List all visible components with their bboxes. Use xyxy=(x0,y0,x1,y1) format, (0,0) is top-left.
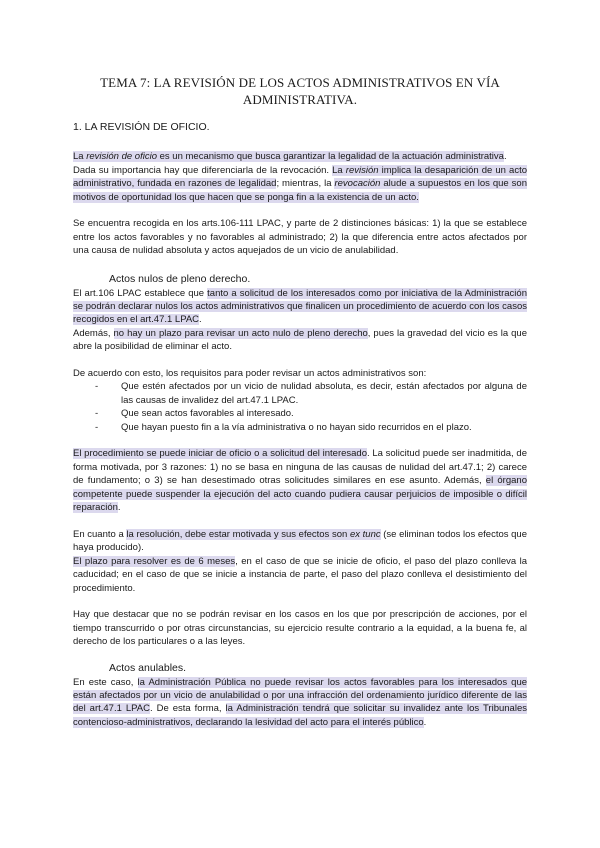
requirements-list xyxy=(73,380,527,434)
highlight: tanto a solicitud de los interesados como por iniciativa de la Administración se podrán declarar nulos los actos administrativos que finalicen un procedimiento de acuerdo con los casos recogidos en el art.47.1 LPAC xyxy=(73,287,527,326)
paragraph-procedimiento: El procedimiento se puede iniciar de oficio o a solicitud del interesado. La solicitud puede ser inadmitida, de forma motivada, por 3 razones: 1) no se basa en ninguna de las causas de nulidad del art.47.1; 2) carece de fundamento; o 3) se han desestimado otras solicitudes similares en ese asunto. Además, el órgano competente puede suspender la ejecución del acto cuando pudiera causar perjuicios de imposible o difícil reparación. xyxy=(73,448,527,514)
paragraph-resolucion: En cuanto a la resolución, debe estar motivada y sus efectos son ex tunc (se eliminan todos los efectos que haya producido). xyxy=(73,528,527,554)
section-heading-revision-oficio: 1. LA REVISIÓN DE OFICIO. xyxy=(73,121,210,133)
list-item: - Que estén afectados por un vicio de nulidad absoluta, es decir, están afectados por alguna de las causas de invalidez del art.47.1 LPAC. xyxy=(121,380,527,407)
highlight: revocación alude a supuestos en los que son motivos de oportunidad los que hacen que se ponga fin a la existencia de un acto. xyxy=(73,178,527,203)
highlight: La revisión de oficio es un mecanismo que busca garantizar la legalidad de la actuación administrativa xyxy=(73,151,504,163)
title-line-1: TEMA 7: LA REVISIÓN DE LOS ACTOS ADMINISTRATIVOS EN VÍA xyxy=(100,75,500,90)
list-item: - Que hayan puesto fin a la vía administrativa o no hayan sido recurridos en el plazo. xyxy=(121,421,527,434)
paragraph-anulables: En este caso, la Administración Pública no puede revisar los actos favorables para los interesados que están afectados por un vicio de anulabilidad o por una infracción del ordenamiento jurídico diferente de las del art.47.1 LPAC. De esta forma, la Administración tendrá que solicitar su invalidez ante los Tribunales contencioso-administrativos, declarando la lesividad del acto para el interés público. xyxy=(73,676,528,728)
subheading-actos-nulos: Actos nulos de pleno derecho. xyxy=(109,272,251,285)
paragraph-distinciones: Se encuentra recogida en los arts.106-111 LPAC, y parte de 2 distinciones básicas: 1) la que se establece entre los actos favorables y no favorables al administrado; 2) la que diferencia entre actos afectados por una causa de nulidad absoluta y actos aquejados de un vicio de anulabilidad. xyxy=(73,218,527,257)
highlight: no hay un plazo para revisar un acto nulo de pleno derecho xyxy=(113,327,368,339)
paragraph-limites: Hay que destacar que no se podrán revisar en los casos en los que por prescripción de acciones, por el tiempo transcurrido o por otras circunstancias, su ejercicio resulte contrario a la equidad, a la buena fe, al derecho de los particulares o a las leyes. xyxy=(73,609,527,648)
document-title xyxy=(70,74,530,108)
paragraph-revocacion: Dada su importancia hay que diferenciarla de la revocación. La revisión implica la desaparición de un acto administrativo, fundada en razones de legalidad; mientras, la revocación alude a supuestos en los que son motivos de oportunidad los que hacen que se ponga fin a la existencia de un acto. xyxy=(73,164,527,203)
list-item: - Que sean actos favorables al interesado. xyxy=(121,407,527,420)
highlight: La revisión implica la desaparición de un acto administrativo, fundada en razones de legalidad xyxy=(73,164,527,190)
highlight: la Administración tendrá que solicitar su invalidez ante los Tribunales contencioso-administrativos, declarando la lesividad del acto para el interés público xyxy=(73,703,527,728)
highlight: El plazo para resolver es de 6 meses xyxy=(73,555,236,567)
title-line-2: ADMINISTRATIVA. xyxy=(242,92,358,107)
paragraph-plazo-nulo: Además, no hay un plazo para revisar un acto nulo de pleno derecho, pues la gravedad del vicio es la que abre la posibilidad de eliminar el acto. xyxy=(73,327,527,353)
highlight: el órgano competente puede suspender la ejecución del acto cuando pudiera causar perjuicios de imposible o difícil reparación xyxy=(73,475,527,514)
paragraph-art106: El art.106 LPAC establece que tanto a solicitud de los interesados como por iniciativa de la Administración se podrán declarar nulos los actos administrativos que finalicen un procedimiento de acuerdo con los casos recogidos en el art.47.1 LPAC. xyxy=(73,287,527,326)
paragraph-plazo-resolver: El plazo para resolver es de 6 meses, en el caso de que se inicie de oficio, el paso del plazo conlleva la caducidad; en el caso de que se inicie a instancia de parte, el paso del plazo conlleva el desistimiento del procedimiento. xyxy=(73,555,527,594)
paragraph-requisitos-intro: De acuerdo con esto, los requisitos para poder revisar un actos administrativos son: xyxy=(73,368,427,380)
paragraph-definicion: La revisión de oficio es un mecanismo que busca garantizar la legalidad de la actuación administrativa. xyxy=(73,151,507,163)
document-body xyxy=(73,121,527,729)
highlight: la resolución, debe estar motivada y sus efectos son ex tunc xyxy=(126,528,381,540)
subheading-actos-anulables: Actos anulables. xyxy=(109,661,187,674)
highlight: El procedimiento se puede iniciar de oficio o a solicitud del interesado xyxy=(73,448,367,460)
highlight: la Administración Pública no puede revisar los actos favorables para los interesados que están afectados por un vicio de anulabilidad o por una infracción del ordenamiento jurídico diferente de las del art.47.1 LPAC xyxy=(73,676,528,715)
